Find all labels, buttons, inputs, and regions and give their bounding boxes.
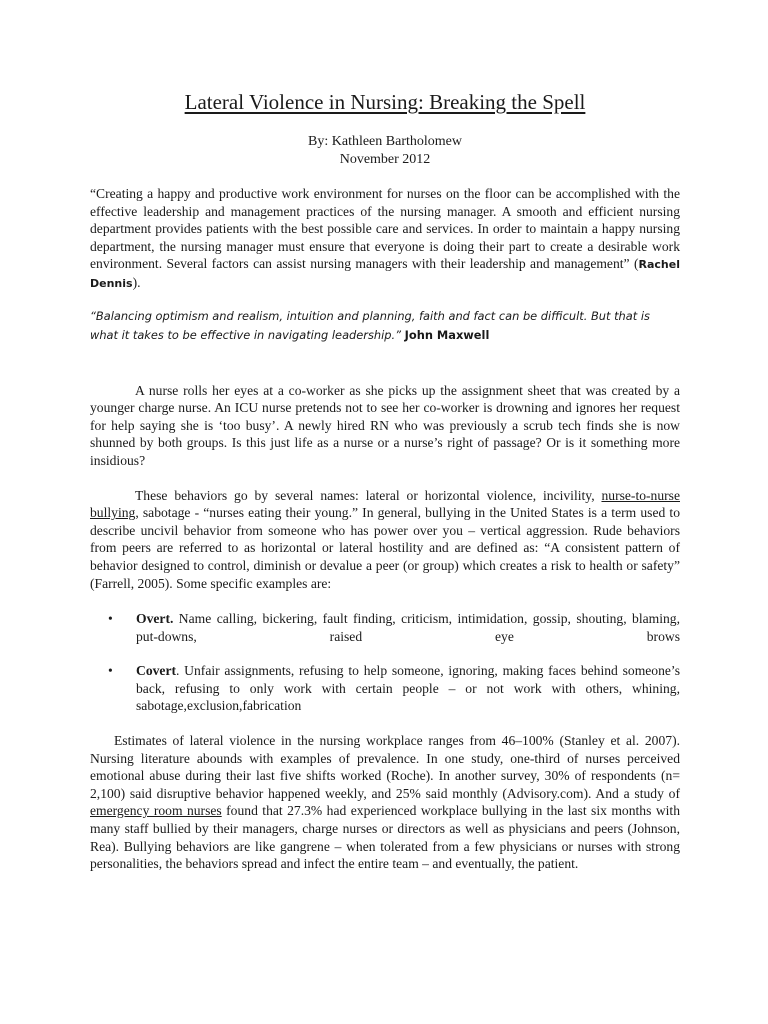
emergency-room-nurses-link[interactable]: emergency room nurses — [90, 803, 222, 819]
list-item-text: Name calling, bickering, fault finding, criticism, intimidation, gossip, shouting, blaming, put-downs, raised eye brows — [136, 611, 680, 644]
nurse-to-nurse-bullying-link[interactable]: nurse-to-nurse bullying — [90, 487, 680, 521]
prevalence-paragraph: Estimates of lateral violence in the nursing workplace ranges from 46–100% (Stanley et al. 2007). Nursing literature abounds with examples of prevalence. In one study, one-third of nurses perceived emotional abuse during their last five shifts worked (Roche). In another survey, 30% of respondents (n= 2,100) said disruptive behavior happened weekly, and 25% said monthly (Advisory.com). And a study of emergency room nurses found that 27.3% had experienced workplace bullying in the last six months with many staff bullied by their managers, charge nurses or directors as well as physicians and peers (Johnson, Rea). Bullying behaviors are like gangrene – when tolerated from a few physicians or nurses with strong personalities, the behaviors spread and infect the entire team – and eventually, the patient. — [90, 733, 680, 872]
publication-date: November 2012 — [339, 152, 431, 167]
opening-quote: “Creating a happy and productive work environment for nurses on the floor can be accomplished with the effective leadership and management practices of the nursing manager. A smooth and efficient nursing department provides patients with the best possible care and services. In order to maintain a happy nursing department, the nursing manager must ensure that everyone is doing their part to create a desirable work environment. Several factors can assist nursing managers with their leadership and management” (Rachel Dennis). — [90, 186, 680, 290]
intro-paragraph: A nurse rolls her eyes at a co-worker as she picks up the assignment sheet that was created by a younger charge nurse. An ICU nurse pretends not to see her co-worker is drowning and ignores her request for help saying she is ‘too busy’. A newly hired RN who was previously a scrub tech finds she is now shunned by both groups. Is this just life as a nurse or a nurse’s right of passage? Or is it something more insidious? — [90, 382, 680, 468]
bullet-marker: • — [108, 611, 113, 627]
author-byline: By: Kathleen Bartholomew — [308, 134, 462, 149]
list-item-term: Covert — [136, 663, 177, 679]
definitions-paragraph: These behaviors go by several names: lateral or horizontal violence, incivility, nurse-to-nurse bullying, sabotage - “nurses eating their young.” In general, bullying in the United States is a term used to describe uncivil behavior from someone who has power over you – vertical aggression. Rude behaviors from peers are referred to as horizontal or lateral hostility and are defined as: “A consistent pattern of behavior designed to control, diminish or devalue a peer (or group) which creates a risk to health or safety” (Farrell, 2005). Some specific examples are: — [90, 487, 680, 591]
list-item-covert — [90, 662, 680, 715]
list-item-text: . Unfair assignments, refusing to help someone, ignoring, making faces behind someone’s back, refusing to only work with certain people – or not work with others, whining, sabotage,exclusion,fabrication — [136, 663, 680, 714]
quote-author: John Maxwell — [404, 327, 490, 342]
bullet-marker: • — [108, 663, 113, 679]
list-item-term: Overt. — [136, 611, 174, 627]
maxwell-quote: “Balancing optimism and realism, intuition and planning, faith and fact can be difficult. But that is what it takes to be effective in navigating leadership.” John Maxwell — [90, 308, 650, 342]
quote-attribution: Rachel Dennis — [90, 258, 680, 290]
examples-list — [90, 610, 680, 715]
list-item-overt — [90, 610, 680, 645]
document-title: Lateral Violence in Nursing: Breaking the Spell — [184, 90, 586, 114]
